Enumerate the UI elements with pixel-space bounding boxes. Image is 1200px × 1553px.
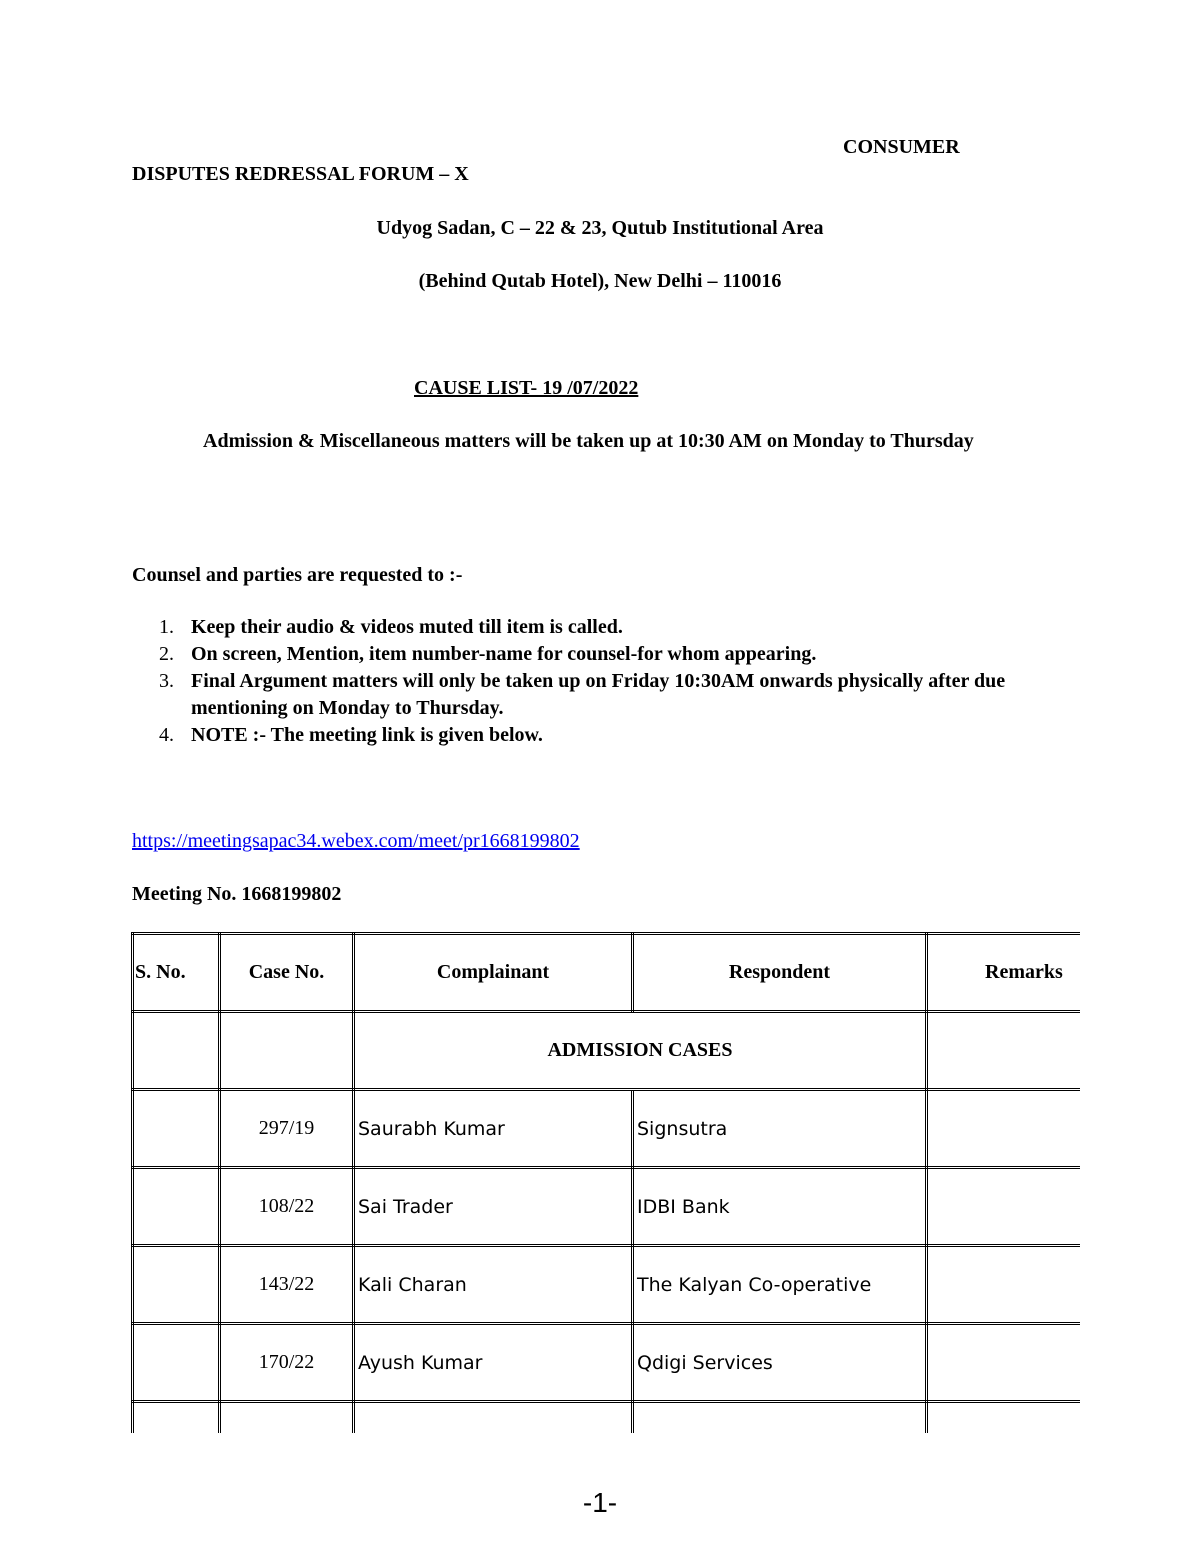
cell-sno bbox=[133, 1246, 220, 1324]
section-row bbox=[133, 1012, 1081, 1090]
cell-respondent: Qdigi Services bbox=[633, 1324, 927, 1402]
table-row bbox=[133, 1090, 1081, 1168]
cell-sno bbox=[133, 1324, 220, 1402]
list-text: Keep their audio & videos muted till item is called. bbox=[191, 616, 623, 638]
table-cell bbox=[133, 1402, 220, 1434]
table-row bbox=[133, 1324, 1081, 1402]
section-title: ADMISSION CASES bbox=[354, 1012, 927, 1090]
list-item bbox=[132, 668, 1092, 722]
header-case-no: Case No. bbox=[220, 934, 354, 1012]
page-number: -1- bbox=[582, 1487, 618, 1518]
cell-respondent: Signsutra bbox=[633, 1090, 927, 1168]
list-item bbox=[132, 614, 1092, 641]
cell-remarks bbox=[927, 1246, 1081, 1324]
cell-remarks bbox=[927, 1324, 1081, 1402]
meeting-link[interactable]: https://meetingsapac34.webex.com/meet/pr1668199802 bbox=[132, 830, 580, 852]
cell-complainant: Kali Charan bbox=[354, 1246, 633, 1324]
counsel-intro: Counsel and parties are requested to :- bbox=[132, 564, 463, 586]
cell-sno bbox=[133, 1168, 220, 1246]
table-cell bbox=[354, 1402, 633, 1434]
list-number: 2. bbox=[159, 643, 174, 665]
instruction-list bbox=[132, 614, 1092, 749]
table-cell bbox=[133, 1012, 220, 1090]
meeting-number: Meeting No. 1668199802 bbox=[132, 883, 342, 905]
cell-case-no: 108/22 bbox=[220, 1168, 354, 1246]
list-number: 1. bbox=[159, 616, 174, 638]
cell-respondent: IDBI Bank bbox=[633, 1168, 927, 1246]
cell-sno bbox=[133, 1090, 220, 1168]
list-number: 3. bbox=[159, 670, 174, 692]
table-header-row bbox=[133, 934, 1081, 1012]
header-sno: S. No. bbox=[133, 934, 220, 1012]
list-item bbox=[132, 641, 1092, 668]
table-cell bbox=[633, 1402, 927, 1434]
cell-case-no: 143/22 bbox=[220, 1246, 354, 1324]
table-cell bbox=[220, 1402, 354, 1434]
table-cell bbox=[927, 1012, 1081, 1090]
cause-list-title: CAUSE LIST- 19 /07/2022 bbox=[414, 377, 639, 399]
cell-case-no: 170/22 bbox=[220, 1324, 354, 1402]
cell-complainant: Sai Trader bbox=[354, 1168, 633, 1246]
cell-complainant: Saurabh Kumar bbox=[354, 1090, 633, 1168]
list-number: 4. bbox=[159, 724, 174, 746]
cause-list-table bbox=[131, 932, 1080, 1433]
cell-remarks bbox=[927, 1168, 1081, 1246]
cell-respondent: The Kalyan Co-operative bbox=[633, 1246, 927, 1324]
admission-note: Admission & Miscellaneous matters will be taken up at 10:30 AM on Monday to Thursday bbox=[203, 430, 974, 452]
header-respondent: Respondent bbox=[633, 934, 927, 1012]
list-text: Final Argument matters will only be taken up on Friday 10:30AM onwards physically after due mentioning on Monday to Thursday. bbox=[191, 670, 1006, 719]
table-cell bbox=[927, 1402, 1081, 1434]
list-text: On screen, Mention, item number-name for counsel-for whom appearing. bbox=[191, 643, 817, 665]
forum-title: DISPUTES REDRESSAL FORUM – X bbox=[132, 163, 469, 185]
address-line-1: Udyog Sadan, C – 22 & 23, Qutub Institutional Area bbox=[376, 217, 824, 239]
address-line-2: (Behind Qutab Hotel), New Delhi – 110016 bbox=[418, 270, 782, 292]
cell-complainant: Ayush Kumar bbox=[354, 1324, 633, 1402]
table-row-continued bbox=[133, 1402, 1081, 1434]
list-text: NOTE :- The meeting link is given below. bbox=[191, 724, 543, 746]
table-row bbox=[133, 1168, 1081, 1246]
table-cell bbox=[220, 1012, 354, 1090]
cell-case-no: 297/19 bbox=[220, 1090, 354, 1168]
header-complainant: Complainant bbox=[354, 934, 633, 1012]
header-remarks: Remarks bbox=[927, 934, 1081, 1012]
table-row bbox=[133, 1246, 1081, 1324]
forum-title-consumer: CONSUMER bbox=[843, 136, 960, 158]
list-item bbox=[132, 722, 1092, 749]
cell-remarks bbox=[927, 1090, 1081, 1168]
